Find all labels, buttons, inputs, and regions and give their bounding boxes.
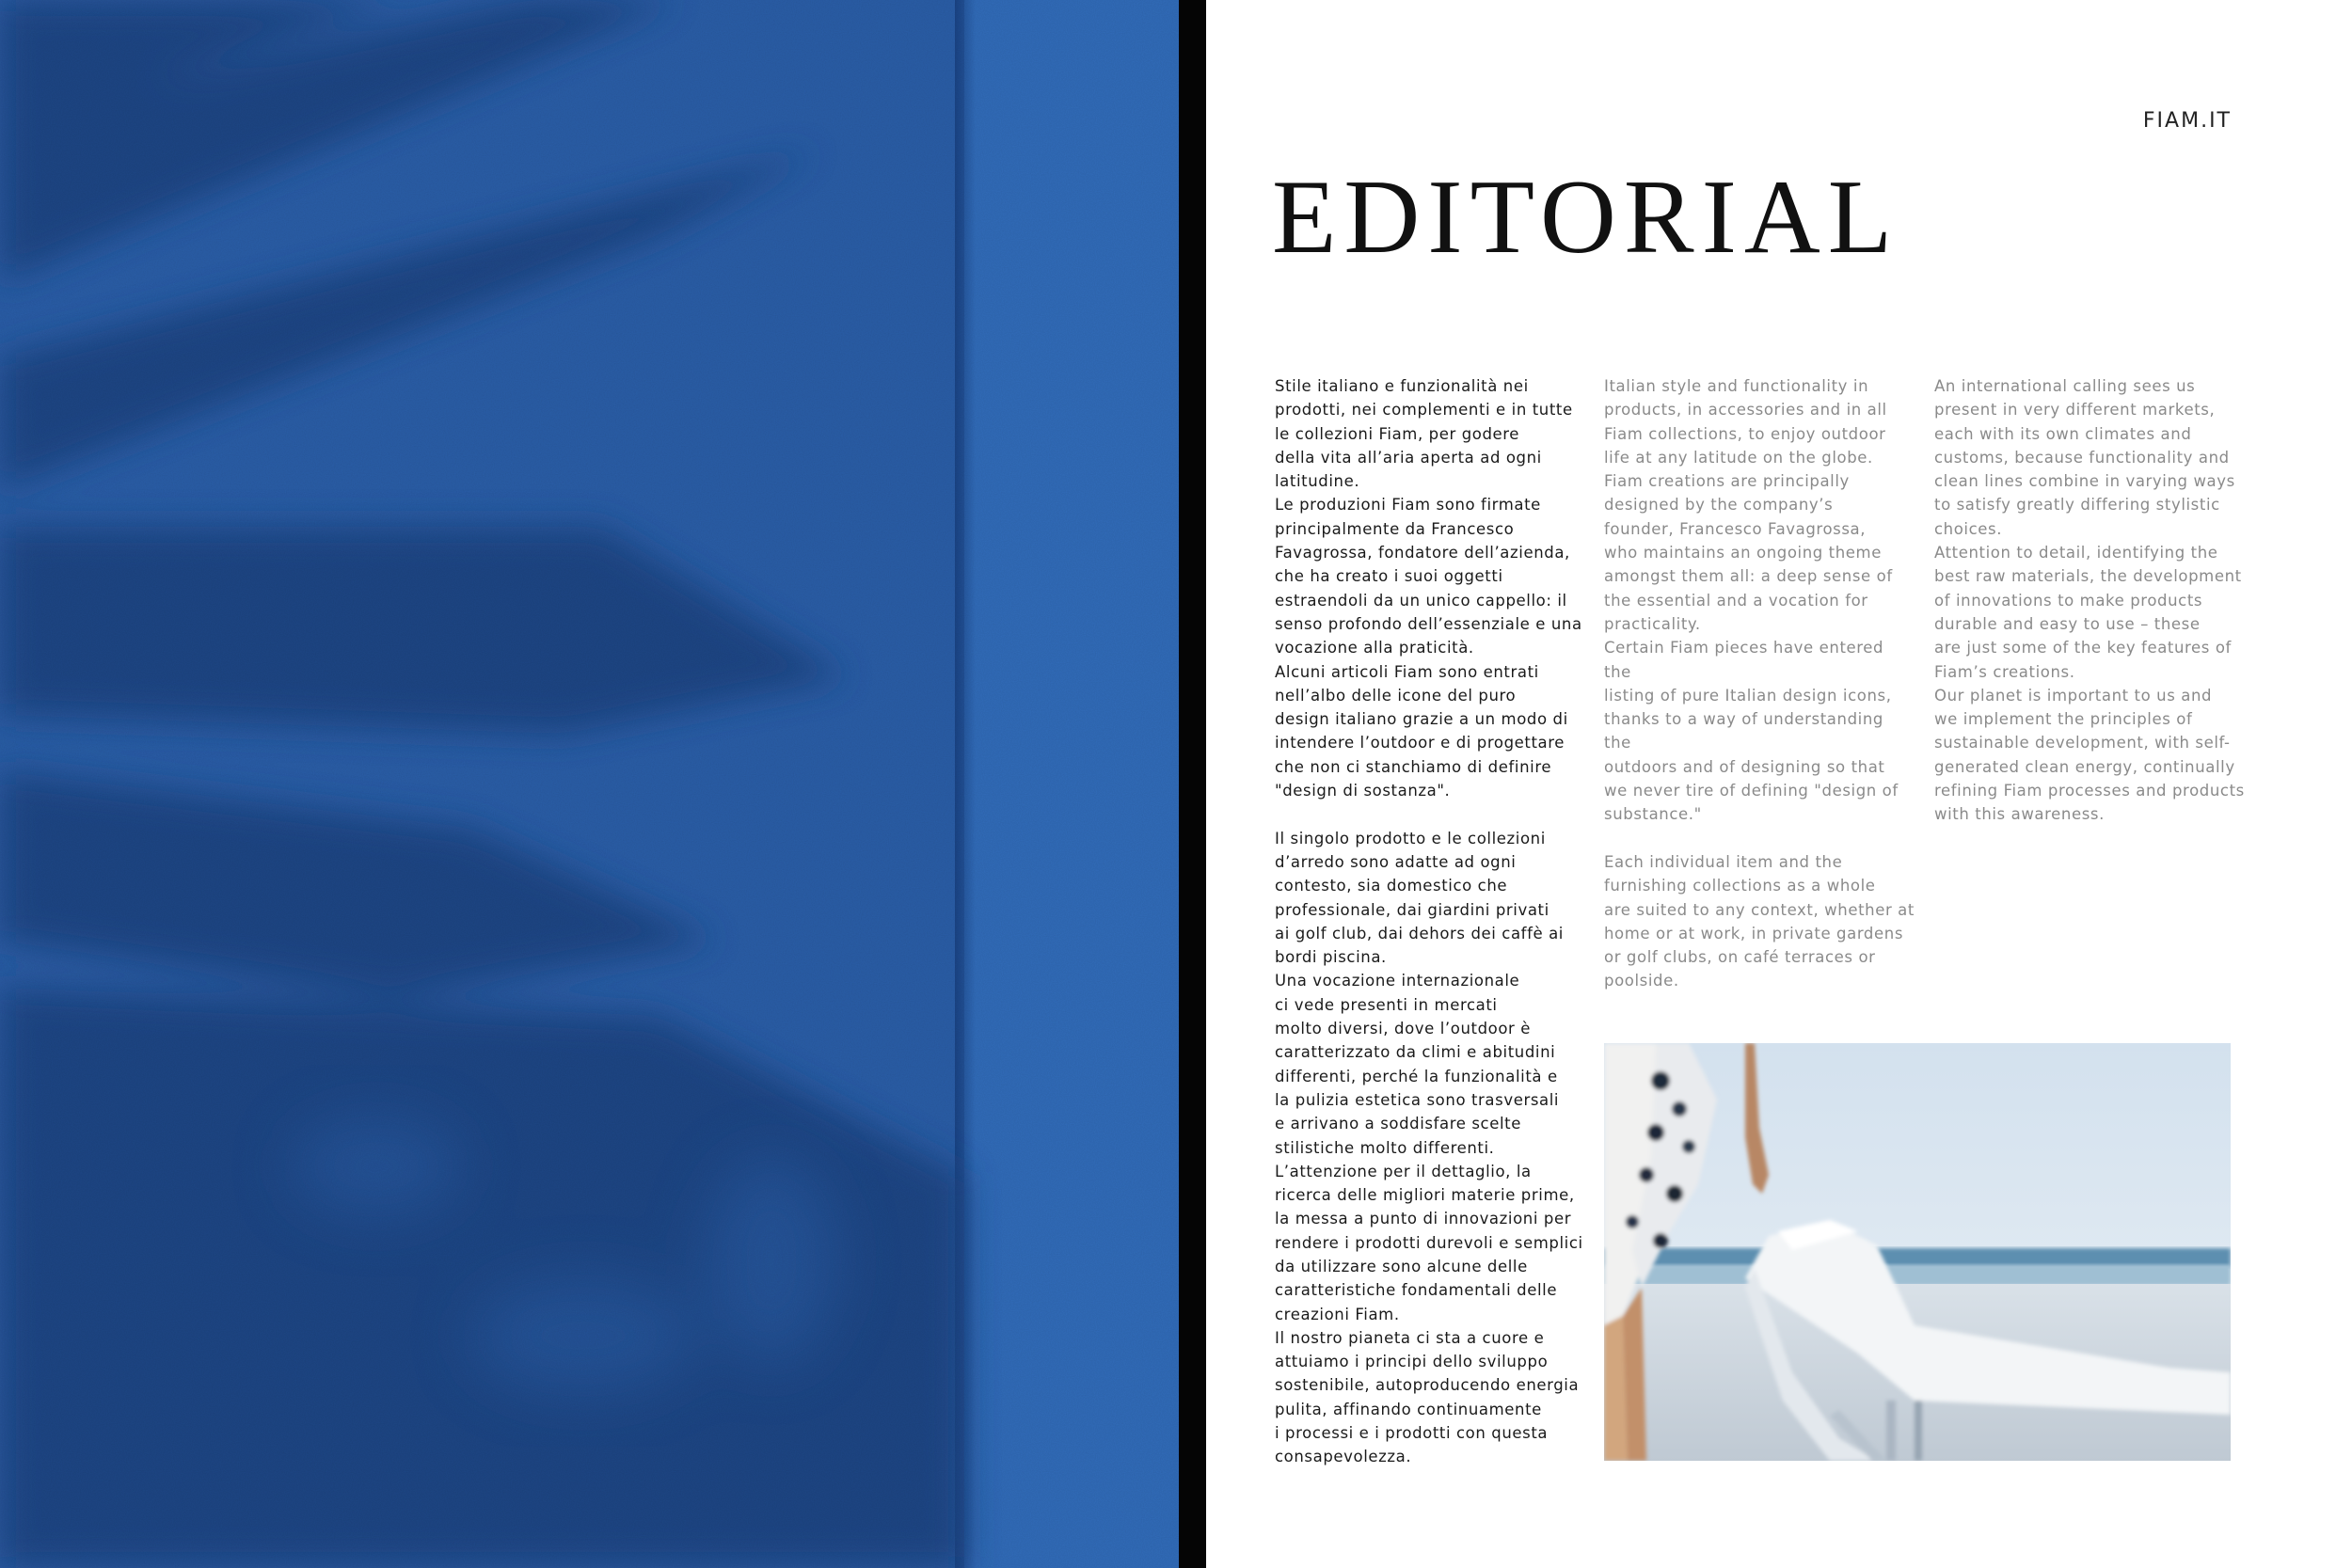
english-paragraph: An international calling sees us present in very different markets, each with its own climates and customs, because functionality and clean lines combine in varying ways to satisfy greatly differing stylistic choices. Attention to detail, identifying the best raw materials, the development of innovations to make products durable and easy to use – these are just some of the key features of Fiam’s creations. Our planet is important to us and we implement the principles of sustainable development, with self- generated clean energy, continually refining Fiam processes and products with this awareness. [1934, 377, 2245, 824]
site-link[interactable]: FIAM.IT [2142, 109, 2232, 133]
english-paragraph: Each individual item and the furnishing collections as a whole are suited to any context, whether at home or at work, in private gardens or golf clubs, on café terraces or poolside. [1604, 852, 1915, 990]
english-column-2 [1934, 374, 2245, 827]
english-column-1 [1604, 374, 1915, 993]
english-paragraph: Italian style and functionality in products, in accessories and in all Fiam collections, to enjoy outdoor life at any latitude on the globe. Fiam creations are principally designed by the company’s founder, Francesco Favagrossa, who maintains an ongoing theme amongst them all: a deep sense of the essential and a vocation for practicality. Certain Fiam pieces have entered the listing of pure Italian design icons, thanks to a way of understanding the outdoors and of designing so that we never tire of defining "design of substance." [1604, 377, 1899, 824]
beach-lounger-image [1604, 1043, 2231, 1461]
page-binding [1179, 0, 1206, 1568]
italian-column [1275, 374, 1585, 1469]
italian-paragraph: Il singolo prodotto e le collezioni d’arredo sono adatte ad ogni contesto, sia domestico che professionale, dai giardini privati ai golf club, dai dehors dei caffè ai bordi piscina. Una vocazione internazionale ci vede presenti in mercati molto diversi, dove l’outdoor è caratterizzato da climi e abitudini differenti, perché la funzionalità e la pulizia estetica sono trasversali e arrivano a soddisfare scelte stilistiche molto differenti. L’attenzione per il dettaglio, la ricerca delle migliori materie prime, la messa a punto di innovazioni per rendere i prodotti durevoli e semplici da utilizzare sono alcune delle caratteristiche fondamentali delle creazioni Fiam. Il nostro pianeta ci sta a cuore e attuiamo i principi dello sviluppo sostenibile, autoproducendo energia pulita, affinando continuamente i processi e i prodotti con questa consapevolezza. [1275, 829, 1583, 1466]
italian-paragraph: Stile italiano e funzionalità nei prodotti, nei complementi e in tutte le collezioni Fiam, per godere della vita all’aria aperta ad ogni latitudine. Le produzioni Fiam sono firmate principalmente da Francesco Favagrossa, fondatore dell’azienda, che ha creato i suoi oggetti estraendoli da un unico cappello: il senso profondo dell’essenziale e una vocazione alla praticità. Alcuni articoli Fiam sono entrati nell’albo delle icone del puro design italiano grazie a un modo di intendere l’outdoor e di progettare che non ci stanchiamo di definire "design di sostanza". [1275, 377, 1582, 800]
beach-lounger-photo [1604, 1043, 2231, 1461]
page-title: EDITORIAL [1272, 159, 1900, 277]
